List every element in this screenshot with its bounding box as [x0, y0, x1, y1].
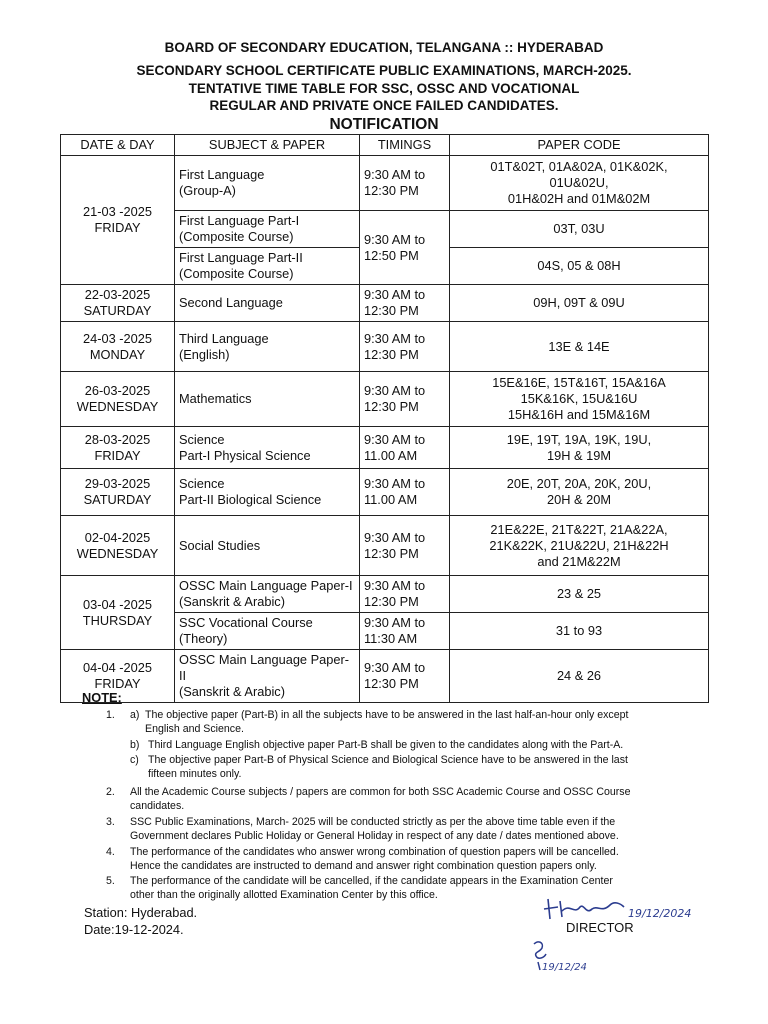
table-row — [61, 469, 709, 516]
subject-line: OSSC Main Language Paper-II — [179, 652, 350, 683]
paper-code-cell — [450, 576, 709, 613]
subject-line: (Group-A) — [179, 183, 236, 198]
code-line: 09H, 09T & 09U — [533, 295, 625, 310]
subject-line: (Sanskrit & Arabic) — [179, 594, 285, 609]
paper-code-cell — [450, 372, 709, 427]
timing-cell — [360, 427, 450, 469]
director-designation: DIRECTOR — [566, 920, 634, 935]
code-line: 15H&16H and 15M&16M — [507, 407, 651, 422]
code-line: 23 & 25 — [556, 586, 602, 601]
subject-line: Mathematics — [179, 391, 252, 406]
station-label: Station: Hyderabad. — [84, 905, 198, 920]
code-line: 19E, 19T, 19A, 19K, 19U, — [506, 431, 652, 447]
timing-line: 12:30 PM — [364, 346, 419, 362]
code-line: 13E & 14E — [548, 338, 610, 354]
exam-date: 29-03-2025 — [84, 476, 151, 491]
paper-code-cell — [450, 516, 709, 576]
exam-title: SECONDARY SCHOOL CERTIFICATE PUBLIC EXAMINATIONS, MARCH-2025. — [136, 63, 632, 78]
table-row — [61, 285, 709, 322]
initials-date: 19/12/24 — [542, 962, 587, 973]
exam-date: 03-04 -2025 — [82, 596, 152, 612]
timing-line: 9:30 AM to — [364, 231, 426, 247]
date-cell — [61, 427, 175, 469]
timing-line: 12:30 PM — [364, 545, 419, 561]
code-line: 24 & 26 — [556, 668, 602, 683]
code-line: 21E&22E, 21T&22T, 21A&22A, — [490, 521, 668, 537]
table-row — [61, 427, 709, 469]
subject-cell — [175, 516, 360, 576]
subject-line: (Composite Course) — [179, 266, 294, 281]
paper-code-cell — [450, 285, 709, 322]
code-line: 01T&02T, 01A&02A, 01K&02K, — [490, 159, 668, 174]
column-header-subject: SUBJECT & PAPER — [175, 135, 360, 156]
code-line: 20H & 20M — [546, 492, 612, 507]
subject-line: Second Language — [179, 295, 283, 310]
subject-line: Social Studies — [179, 537, 261, 553]
date-cell — [61, 469, 175, 516]
signature-date: 19/12/2024 — [628, 907, 692, 920]
code-line: 04S, 05 & 08H — [537, 258, 621, 273]
note-text: Hence the candidates are instructed to demand and answer right combination question papers only. — [130, 860, 597, 872]
timing-cell — [360, 211, 450, 285]
code-line: 01U&02U, — [549, 175, 609, 190]
exam-day: WEDNESDAY — [76, 399, 159, 414]
date-cell — [61, 516, 175, 576]
subject-line: First Language Part-I — [179, 213, 300, 228]
subject-cell — [175, 156, 360, 211]
exam-date: 02-04-2025 — [84, 529, 151, 545]
timing-cell — [360, 156, 450, 211]
table-row — [61, 156, 709, 211]
note-text: All the Academic Course subjects / papers are common for both SSC Academic Course and OSSC Course — [130, 786, 631, 798]
exam-day: WEDNESDAY — [76, 545, 159, 561]
notification-heading: NOTIFICATION — [329, 116, 439, 133]
note-text: The objective paper Part-B of Physical Science and Biological Science have to be answered in the last — [148, 754, 628, 766]
timing-line: 12:30 PM — [364, 303, 419, 318]
paper-code-cell — [450, 469, 709, 516]
exam-day: THURSDAY — [82, 612, 153, 628]
date-cell — [61, 576, 175, 650]
exam-date: 22-03-2025 — [84, 287, 151, 302]
subject-cell — [175, 427, 360, 469]
timing-cell — [360, 285, 450, 322]
code-line: 20E, 20T, 20A, 20K, 20U, — [506, 476, 652, 491]
code-line: 21K&22K, 21U&22U, 21H&22H — [489, 537, 669, 553]
table-row — [61, 650, 709, 703]
subject-cell — [175, 248, 360, 285]
column-header-timings: TIMINGS — [360, 135, 450, 156]
timing-line: 9:30 AM to — [364, 383, 426, 398]
date-cell — [61, 156, 175, 285]
note-text: fifteen minutes only. — [148, 768, 242, 780]
code-line: 31 to 93 — [555, 623, 603, 638]
date-cell — [61, 372, 175, 427]
timing-line: 12:30 PM — [364, 399, 419, 414]
director-signature — [540, 893, 720, 925]
exam-day: SATURDAY — [83, 303, 152, 318]
candidates-title: REGULAR AND PRIVATE ONCE FAILED CANDIDATES. — [209, 98, 559, 113]
table-row — [61, 372, 709, 427]
date-cell — [61, 285, 175, 322]
subject-line: OSSC Main Language Paper-I — [179, 578, 353, 593]
code-line: 19H & 19M — [546, 447, 612, 463]
note-sublabel: c) — [130, 754, 139, 766]
date-cell — [61, 322, 175, 372]
timing-line: 12:30 PM — [364, 183, 419, 198]
paper-code-cell — [450, 322, 709, 372]
timing-line: 9:30 AM to — [364, 529, 426, 545]
exam-timetable — [60, 134, 709, 703]
subject-cell — [175, 322, 360, 372]
paper-code-cell — [450, 156, 709, 211]
timing-cell — [360, 469, 450, 516]
exam-date: 21-03 -2025 — [82, 204, 152, 219]
subject-line: Part-I Physical Science — [179, 447, 311, 463]
subject-line: Part-II Biological Science — [179, 492, 322, 507]
note-text: The performance of the candidate will be cancelled, if the candidate appears in the Examination Center — [130, 875, 613, 887]
timing-line: 11.00 AM — [364, 447, 418, 463]
exam-day: FRIDAY — [94, 676, 141, 691]
note-number: 1. — [106, 709, 115, 721]
timing-line: 12:30 PM — [364, 594, 419, 609]
date-label: Date:19-12-2024. — [84, 922, 184, 937]
note-number: 3. — [106, 816, 115, 828]
exam-date: 28-03-2025 — [84, 431, 151, 447]
timing-cell — [360, 516, 450, 576]
subject-line: (Theory) — [179, 631, 228, 646]
note-text: English and Science. — [145, 723, 244, 735]
note-number: 4. — [106, 846, 115, 858]
paper-code-cell — [450, 650, 709, 703]
exam-day: FRIDAY — [94, 220, 141, 235]
timing-line: 9:30 AM to — [364, 578, 426, 593]
subject-line: (Composite Course) — [179, 229, 294, 244]
timing-cell — [360, 613, 450, 650]
subject-cell — [175, 613, 360, 650]
board-title: BOARD OF SECONDARY EDUCATION, TELANGANA :: HYDERABAD — [164, 40, 604, 55]
timing-line: 11.00 AM — [364, 492, 418, 507]
note-text: candidates. — [130, 800, 185, 812]
exam-date: 24-03 -2025 — [82, 330, 152, 346]
paper-code-cell — [450, 427, 709, 469]
timing-cell — [360, 372, 450, 427]
subject-cell — [175, 372, 360, 427]
code-line: and 21M&22M — [537, 553, 621, 569]
column-header-date: DATE & DAY — [61, 135, 175, 156]
exam-day: SATURDAY — [83, 492, 152, 507]
note-text: Government declares Public Holiday or General Holiday in respect of any date / dates mentioned above. — [130, 830, 619, 842]
table-row — [61, 322, 709, 372]
paper-code-cell — [450, 613, 709, 650]
subject-line: First Language — [179, 167, 265, 182]
timing-line: 9:30 AM to — [364, 476, 426, 491]
exam-date: 04-04 -2025 — [82, 660, 152, 675]
subject-line: (English) — [179, 346, 230, 362]
timing-cell — [360, 322, 450, 372]
note-sublabel: b) — [130, 739, 140, 751]
note-text: other than the originally allotted Examination Center by this office. — [130, 889, 438, 901]
timing-line: 11:30 AM — [364, 631, 418, 646]
exam-day: MONDAY — [89, 346, 146, 362]
subject-cell — [175, 469, 360, 516]
note-number: 5. — [106, 875, 115, 887]
code-line: 15E&16E, 15T&16T, 15A&16A — [492, 375, 666, 390]
table-row — [61, 576, 709, 613]
column-header-paper-code: PAPER CODE — [450, 135, 709, 156]
timing-line: 9:30 AM to — [364, 330, 426, 346]
subject-line: SSC Vocational Course — [179, 615, 313, 630]
code-line: 03T, 03U — [553, 221, 605, 236]
timing-line: 9:30 AM to — [364, 431, 426, 447]
timing-line: 9:30 AM to — [364, 615, 426, 630]
subject-line: Science — [179, 476, 225, 491]
timing-line: 12:30 PM — [364, 676, 419, 691]
timetable-title: TENTATIVE TIME TABLE FOR SSC, OSSC AND VOCATIONAL — [188, 81, 580, 96]
note-title: NOTE: — [82, 690, 122, 705]
note-text: Third Language English objective paper Part-B shall be given to the candidates along with the Part-A. — [148, 739, 624, 751]
timing-cell — [360, 576, 450, 613]
subject-cell — [175, 211, 360, 248]
initials-mark — [528, 938, 598, 974]
timing-cell — [360, 650, 450, 703]
table-header-row — [61, 135, 709, 156]
timing-line: 9:30 AM to — [364, 167, 426, 182]
subject-cell — [175, 650, 360, 703]
subject-line: Third Language — [179, 330, 269, 346]
paper-code-cell — [450, 211, 709, 248]
subject-line: (Sanskrit & Arabic) — [179, 684, 285, 699]
exam-date: 26-03-2025 — [84, 383, 151, 398]
paper-code-cell — [450, 248, 709, 285]
code-line: 15K&16K, 15U&16U — [520, 391, 638, 406]
note-text: The objective paper (Part-B) in all the subjects have to be answered in the last half-an-hour only except — [145, 709, 629, 721]
code-line: 01H&02H and 01M&02M — [507, 191, 651, 206]
note-text: The performance of the candidates who answer wrong combination of question papers will be cancelled. — [130, 846, 619, 858]
note-sublabel: a) — [130, 709, 140, 721]
note-number: 2. — [106, 786, 115, 798]
table-row — [61, 516, 709, 576]
subject-line: First Language Part-II — [179, 250, 303, 265]
timing-line: 9:30 AM to — [364, 287, 426, 302]
subject-line: Science — [179, 431, 225, 447]
timing-line: 12:50 PM — [364, 247, 419, 263]
subject-cell — [175, 285, 360, 322]
exam-day: FRIDAY — [94, 447, 141, 463]
note-text: SSC Public Examinations, March- 2025 will be conducted strictly as per the above time table even if the — [130, 816, 616, 828]
timing-line: 9:30 AM to — [364, 660, 426, 675]
subject-cell — [175, 576, 360, 613]
